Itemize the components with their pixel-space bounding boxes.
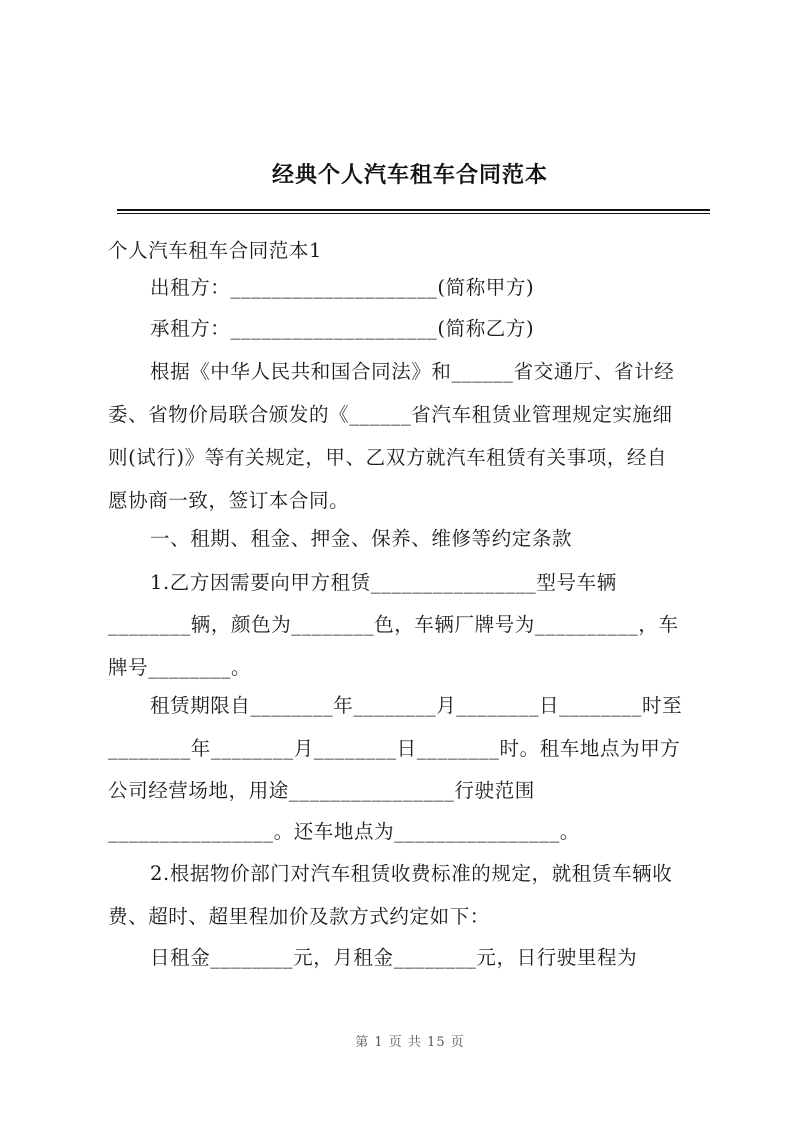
paragraph-line: 愿协商一致，签订本合同。	[108, 489, 350, 512]
title-rule	[117, 209, 710, 214]
paragraph-line: 根据《中华人民共和国合同法》和______省交通厅、省计经	[150, 360, 675, 383]
paragraph-line: 出租方：____________________(简称甲方)	[150, 276, 535, 299]
paragraph-line: 费、超时、超里程加价及款方式约定如下：	[108, 905, 490, 928]
paragraph-line: 日租金________元，月租金________元，日行驶里程为	[150, 946, 638, 969]
paragraph-line: 2.根据物价部门对汽车租赁收费标准的规定，就租赁车辆收	[150, 862, 673, 885]
paragraph-line: 承租方：____________________(简称乙方)	[150, 317, 535, 340]
paragraph-line: 委、省物价局联合颁发的《______省汽车租赁业管理规定实施细	[108, 403, 673, 426]
document-title: 经典个人汽车租车合同范本	[271, 162, 548, 188]
paragraph-line: 个人汽车租车合同范本1	[108, 239, 323, 262]
paragraph-line: 公司经营场地，用途________________行驶范围	[108, 779, 535, 802]
paragraph-line: 牌号________。	[108, 656, 252, 679]
paragraph-line: 1.乙方因需要向甲方租赁________________型号车辆	[150, 571, 617, 594]
paragraph-line: 租赁期限自________年________月________日________时至	[150, 694, 683, 717]
paragraph-line: ________年________月________日________时。租车地点为甲方	[108, 737, 681, 760]
paragraph-line: ________辆，颜色为________色，车辆厂牌号为__________，车	[108, 613, 679, 636]
paragraph-line: 则(试行)》等有关规定，甲、乙双方就汽车租赁有关事项，经自	[108, 446, 668, 469]
page-footer: 第 1 页 共 15 页	[355, 1035, 465, 1050]
paragraph-line: 一、租期、租金、押金、保养、维修等约定条款	[150, 527, 573, 550]
paragraph-line: ________________。还车地点为________________。	[108, 820, 580, 843]
